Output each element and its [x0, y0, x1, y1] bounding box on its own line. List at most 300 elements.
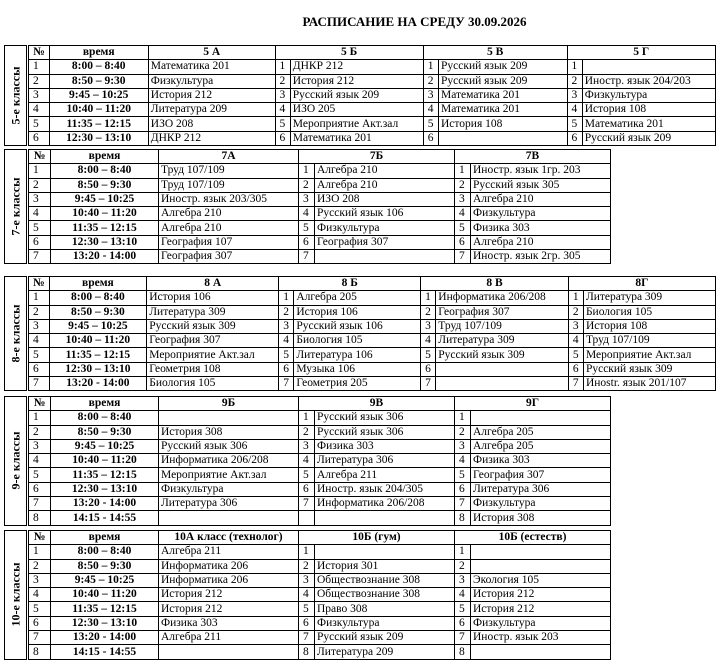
lesson-number: 3 [29, 88, 50, 102]
time-header: время [49, 277, 147, 291]
lesson-number: 6 [455, 616, 471, 630]
class-header: 8Г [568, 277, 715, 291]
class-block [4, 149, 716, 264]
table-row [29, 178, 611, 192]
subject-cell: Литература 309 [436, 334, 569, 348]
table-row [29, 631, 611, 645]
subject-cell: Русский язык 209 [439, 60, 568, 74]
class-header: 5 Б [275, 46, 423, 60]
lesson-number: 2 [299, 425, 315, 439]
subject-cell: Иностр. язык 204/305 [315, 482, 455, 496]
time-header: время [51, 397, 159, 411]
lesson-number: 6 [568, 362, 583, 376]
lesson-time: 9:45 – 10:25 [51, 573, 159, 587]
lesson-time: 13:20 - 14:00 [51, 631, 159, 645]
class-header: 9Б [159, 397, 299, 411]
class-block [4, 530, 716, 660]
lesson-time: 8:00 – 8:40 [51, 545, 159, 559]
subject-cell: Физика 303 [471, 454, 611, 468]
class-header: 10Б (естеств) [455, 531, 611, 545]
schedule-table [28, 530, 611, 660]
page-title: РАСПИСАНИЕ НА СРЕДУ 30.09.2026 [302, 14, 527, 29]
class-block [4, 276, 716, 391]
lesson-number: 6 [29, 616, 51, 630]
lesson-number: 6 [299, 235, 315, 249]
lesson-number: 2 [29, 559, 51, 573]
class-header: 9Г [455, 397, 611, 411]
subject-cell: Русский язык 209 [290, 88, 423, 102]
lesson-number: 5 [299, 468, 315, 482]
subject-cell: Экология 105 [471, 573, 611, 587]
schedule-table [28, 276, 716, 391]
subject-cell: Обществознание 308 [315, 573, 455, 587]
subject-cell: Физкультура [471, 616, 611, 630]
subject-cell: ДНКР 212 [148, 131, 275, 145]
subject-cell: Русский язык 209 [439, 74, 568, 88]
lesson-number: 4 [29, 334, 50, 348]
lesson-number: 5 [299, 221, 315, 235]
subject-cell: Труд 107/109 [436, 319, 569, 333]
subject-cell: История 212 [159, 588, 299, 602]
number-header: № [29, 46, 50, 60]
subject-cell: История 108 [583, 319, 715, 333]
lesson-number: 1 [455, 411, 471, 425]
lesson-number: 4 [275, 103, 290, 117]
lesson-time: 11:35 – 12:15 [51, 221, 159, 235]
lesson-number: 4 [299, 207, 315, 221]
lesson-number: 2 [455, 425, 471, 439]
subject-cell: География 307 [471, 468, 611, 482]
lesson-time: 9:45 – 10:25 [49, 319, 147, 333]
lesson-number: 7 [279, 377, 294, 391]
subject-cell: Русский язык 306 [315, 425, 455, 439]
class-header: 7В [455, 150, 611, 164]
header-row [29, 531, 611, 545]
lesson-number: 3 [299, 573, 315, 587]
table-row [29, 511, 611, 525]
lesson-time: 10:40 – 11:20 [51, 207, 159, 221]
subject-cell: История 308 [159, 425, 299, 439]
subject-cell: Алгебра 205 [471, 425, 611, 439]
subject-cell: Информатика 206 [159, 573, 299, 587]
lesson-number: 7 [568, 377, 583, 391]
subject-cell: Алгебра 210 [471, 192, 611, 206]
lesson-number: 5 [29, 117, 50, 131]
subject-cell: Биология 105 [583, 305, 715, 319]
lesson-number: 1 [299, 411, 315, 425]
table-row [29, 117, 716, 131]
lesson-number: 4 [299, 454, 315, 468]
lesson-time: 9:45 – 10:25 [49, 88, 148, 102]
table-row [29, 291, 716, 305]
lesson-number: 6 [279, 362, 294, 376]
lesson-number: 3 [299, 192, 315, 206]
subject-cell: Литература 309 [583, 291, 715, 305]
subject-cell: Физика 303 [159, 616, 299, 630]
subject-cell [471, 559, 611, 573]
lesson-time: 11:35 – 12:15 [49, 117, 148, 131]
subject-cell: Алгебра 211 [159, 631, 299, 645]
table-row [29, 88, 716, 102]
table-row [29, 207, 611, 221]
lesson-number: 6 [275, 131, 290, 145]
subject-cell: Алгебра 210 [315, 164, 455, 178]
lesson-number: 1 [455, 545, 471, 559]
grade-label-text: 8-е классы [8, 304, 22, 363]
lesson-number: 5 [29, 221, 51, 235]
class-header: 10А класс (технолог) [159, 531, 299, 545]
grade-label-text: 10-е классы [8, 562, 22, 627]
subject-cell: География 307 [159, 250, 299, 264]
lesson-number: 5 [455, 468, 471, 482]
subject-cell: Физкультура [148, 74, 275, 88]
subject-cell: Музыка 106 [294, 362, 421, 376]
subject-cell: Русский язык 106 [315, 207, 455, 221]
class-header: 5 А [148, 46, 275, 60]
lesson-number: 2 [279, 305, 294, 319]
number-header: № [29, 397, 51, 411]
subject-cell: Физика 303 [471, 221, 611, 235]
lesson-number: 7 [29, 497, 51, 511]
header-row [29, 277, 716, 291]
lesson-time: 12:30 – 13:10 [51, 235, 159, 249]
subject-cell [439, 131, 568, 145]
subject-cell: Иностр. язык 204/203 [582, 74, 715, 88]
lesson-number: 2 [568, 305, 583, 319]
lesson-time: 14:15 - 14:55 [51, 511, 159, 525]
subject-cell: История 106 [147, 291, 279, 305]
subject-cell: Иностр. язык 2гр. 305 [471, 250, 611, 264]
lesson-time: 11:35 – 12:15 [49, 348, 147, 362]
subject-cell: Литература 209 [148, 103, 275, 117]
subject-cell: Инostr. язык 201/107 [583, 377, 715, 391]
table-row [29, 559, 611, 573]
subject-cell: Русский язык 209 [315, 631, 455, 645]
grade-label-text: 9-е классы [8, 431, 22, 490]
subject-cell: Литература 306 [315, 454, 455, 468]
subject-cell: Алгебра 211 [159, 545, 299, 559]
lesson-number: 4 [29, 588, 51, 602]
lesson-time: 13:20 - 14:00 [49, 377, 147, 391]
lesson-number: 5 [279, 348, 294, 362]
subject-cell: География 307 [315, 235, 455, 249]
table-row [29, 221, 611, 235]
subject-cell: Алгебра 210 [315, 178, 455, 192]
table-row [29, 645, 611, 659]
table-row [29, 362, 716, 376]
subject-cell: Литература 309 [147, 305, 279, 319]
lesson-number: 6 [29, 482, 51, 496]
lesson-number: 2 [455, 559, 471, 573]
lesson-number: 3 [455, 573, 471, 587]
lesson-number: 5 [29, 468, 51, 482]
subject-cell: Русский язык 305 [471, 178, 611, 192]
lesson-number: 5 [455, 602, 471, 616]
subject-cell: История 212 [471, 588, 611, 602]
subject-cell: Физкультура [315, 221, 455, 235]
subject-cell: Труд 107/109 [583, 334, 715, 348]
subject-cell: Физкультура [159, 482, 299, 496]
table-row [29, 411, 611, 425]
lesson-time: 8:00 – 8:40 [49, 60, 148, 74]
class-header: 8 А [147, 277, 279, 291]
subject-cell: География 307 [147, 334, 279, 348]
table-row [29, 588, 611, 602]
lesson-number: 3 [568, 319, 583, 333]
subject-cell: Информатика 206 [159, 559, 299, 573]
lesson-number: 1 [275, 60, 290, 74]
number-header: № [29, 277, 50, 291]
class-header: 7А [159, 150, 299, 164]
subject-cell: История 106 [294, 305, 421, 319]
table-row [29, 497, 611, 511]
lesson-time: 9:45 – 10:25 [51, 192, 159, 206]
subject-cell: История 212 [159, 602, 299, 616]
subject-cell: Физкультура [582, 88, 715, 102]
lesson-time: 12:30 – 13:10 [49, 131, 148, 145]
table-row [29, 545, 611, 559]
lesson-number: 3 [29, 439, 51, 453]
subject-cell: Геометрия 108 [147, 362, 279, 376]
lesson-number: 2 [299, 559, 315, 573]
table-row [29, 60, 716, 74]
subject-cell: Физкультура [471, 207, 611, 221]
subject-cell: Иностр. язык 203/305 [159, 192, 299, 206]
lesson-number: 1 [299, 545, 315, 559]
lesson-time: 12:30 – 13:10 [49, 362, 147, 376]
class-block [4, 396, 716, 526]
lesson-number: 3 [567, 88, 582, 102]
header-row [29, 397, 611, 411]
subject-cell: ДНКР 212 [290, 60, 423, 74]
class-header: 5 Г [567, 46, 715, 60]
lesson-number: 1 [423, 60, 438, 74]
lesson-time: 8:50 – 9:30 [49, 74, 148, 88]
subject-cell: История 108 [439, 117, 568, 131]
lesson-number: 4 [29, 454, 51, 468]
lesson-number: 6 [29, 362, 50, 376]
lesson-number: 1 [29, 411, 51, 425]
lesson-time: 12:30 – 13:10 [51, 482, 159, 496]
subject-cell: Информатика 206/208 [315, 497, 455, 511]
subject-cell [159, 511, 299, 525]
lesson-number: 2 [421, 305, 436, 319]
grade-label-text: 5-е классы [8, 66, 22, 125]
subject-cell: Математика 201 [582, 117, 715, 131]
subject-cell: Математика 201 [148, 60, 275, 74]
lesson-number: 6 [455, 482, 471, 496]
lesson-number: 3 [421, 319, 436, 333]
class-header: 8 Б [279, 277, 421, 291]
lesson-number: 7 [299, 497, 315, 511]
subject-cell: История 308 [471, 511, 611, 525]
subject-cell: Алгебра 205 [294, 291, 421, 305]
table-row [29, 377, 716, 391]
lesson-number [299, 511, 315, 525]
subject-cell: Математика 201 [439, 88, 568, 102]
subject-cell [436, 377, 569, 391]
table-row [29, 250, 611, 264]
lesson-time: 13:20 - 14:00 [51, 250, 159, 264]
subject-cell: Алгебра 210 [159, 221, 299, 235]
subject-cell: ИЗО 205 [290, 103, 423, 117]
lesson-number: 4 [299, 588, 315, 602]
number-header: № [29, 150, 51, 164]
lesson-number: 1 [299, 164, 315, 178]
lesson-number: 6 [421, 362, 436, 376]
lesson-number: 6 [423, 131, 438, 145]
lesson-number: 2 [29, 425, 51, 439]
subject-cell: ИЗО 208 [315, 192, 455, 206]
lesson-number: 6 [29, 235, 51, 249]
schedule-table [28, 149, 611, 264]
lesson-number: 3 [455, 439, 471, 453]
lesson-number: 5 [29, 602, 51, 616]
lesson-time: 14:15 - 14:55 [51, 645, 159, 659]
lesson-number: 3 [279, 319, 294, 333]
lesson-time: 9:45 – 10:25 [51, 439, 159, 453]
lesson-number: 3 [423, 88, 438, 102]
table-row [29, 334, 716, 348]
subject-cell: Обществознание 308 [315, 588, 455, 602]
subject-cell: Мероприятие Акт.зал [147, 348, 279, 362]
subject-cell: История 301 [315, 559, 455, 573]
grade-label [4, 530, 27, 660]
lesson-number: 4 [29, 207, 51, 221]
table-row [29, 454, 611, 468]
lesson-number: 4 [279, 334, 294, 348]
table-row [29, 602, 611, 616]
class-header: 7Б [299, 150, 455, 164]
subject-cell: История 212 [471, 602, 611, 616]
lesson-number: 8 [455, 511, 471, 525]
lesson-number: 1 [567, 60, 582, 74]
subject-cell: Мероприятие Акт.зал [583, 348, 715, 362]
subject-cell: Геометрия 205 [294, 377, 421, 391]
subject-cell: Литература 306 [471, 482, 611, 496]
subject-cell: Информатика 206/208 [159, 454, 299, 468]
header-row [29, 46, 716, 60]
lesson-number: 3 [29, 573, 51, 587]
lesson-number: 1 [29, 291, 50, 305]
subject-cell: Русский язык 106 [294, 319, 421, 333]
lesson-number: 1 [29, 164, 51, 178]
lesson-number: 8 [299, 645, 315, 659]
lesson-number: 4 [423, 103, 438, 117]
subject-cell [471, 411, 611, 425]
subject-cell: Алгебра 205 [471, 439, 611, 453]
lesson-time: 8:00 – 8:40 [51, 411, 159, 425]
schedule-table [28, 396, 611, 526]
table-row [29, 235, 611, 249]
lesson-number: 7 [455, 631, 471, 645]
subject-cell: Математика 201 [290, 131, 423, 145]
subject-cell: История 212 [148, 88, 275, 102]
lesson-number: 2 [29, 178, 51, 192]
subject-cell: Русский язык 309 [436, 348, 569, 362]
lesson-number: 5 [299, 602, 315, 616]
lesson-number: 7 [29, 250, 51, 264]
subject-cell: Физкультура [315, 616, 455, 630]
lesson-number: 7 [29, 377, 50, 391]
lesson-number: 7 [299, 631, 315, 645]
lesson-number: 8 [455, 645, 471, 659]
lesson-number: 5 [29, 348, 50, 362]
subject-cell: Информатика 206/208 [436, 291, 569, 305]
table-row [29, 74, 716, 88]
subject-cell [436, 362, 569, 376]
subject-cell: История 212 [290, 74, 423, 88]
lesson-time: 10:40 – 11:20 [49, 103, 148, 117]
lesson-number: 8 [29, 511, 51, 525]
time-header: время [51, 531, 159, 545]
subject-cell: Алгебра 210 [471, 235, 611, 249]
subject-cell [315, 250, 455, 264]
subject-cell: Алгебра 210 [159, 207, 299, 221]
subject-cell: Литература 106 [294, 348, 421, 362]
subject-cell: Физкультура [471, 497, 611, 511]
subject-cell: Биология 105 [294, 334, 421, 348]
grade-label [4, 396, 27, 526]
table-row [29, 482, 611, 496]
lesson-time: 10:40 – 11:20 [49, 334, 147, 348]
lesson-time: 11:35 – 12:15 [51, 602, 159, 616]
lesson-time: 8:50 – 9:30 [51, 559, 159, 573]
lesson-number: 2 [29, 305, 50, 319]
lesson-number: 1 [279, 291, 294, 305]
lesson-number: 6 [567, 131, 582, 145]
subject-cell: Литература 306 [159, 497, 299, 511]
lesson-number: 1 [455, 164, 471, 178]
lesson-time: 8:50 – 9:30 [51, 425, 159, 439]
subject-cell: География 307 [436, 305, 569, 319]
time-header: время [51, 150, 159, 164]
lesson-number: 5 [455, 221, 471, 235]
lesson-time: 8:50 – 9:30 [51, 178, 159, 192]
class-block [4, 45, 716, 146]
class-header: 10Б (гум) [299, 531, 455, 545]
subject-cell: Литература 209 [315, 645, 455, 659]
subject-cell: История 108 [582, 103, 715, 117]
lesson-number: 6 [299, 616, 315, 630]
lesson-number: 6 [455, 235, 471, 249]
subject-cell: Физика 303 [315, 439, 455, 453]
lesson-number: 5 [423, 117, 438, 131]
class-header: 8 В [421, 277, 569, 291]
subject-cell [159, 411, 299, 425]
lesson-time: 10:40 – 11:20 [51, 588, 159, 602]
table-row [29, 468, 611, 482]
lesson-time: 8:00 – 8:40 [49, 291, 147, 305]
lesson-number: 2 [567, 74, 582, 88]
lesson-number: 3 [29, 319, 50, 333]
number-header: № [29, 531, 51, 545]
lesson-number: 7 [455, 250, 471, 264]
lesson-number: 7 [455, 497, 471, 511]
lesson-number: 5 [567, 117, 582, 131]
lesson-number: 6 [299, 482, 315, 496]
subject-cell: Труд 107/109 [159, 164, 299, 178]
lesson-number: 2 [423, 74, 438, 88]
table-row [29, 192, 611, 206]
lesson-number: 3 [455, 192, 471, 206]
header-row [29, 150, 611, 164]
lesson-number: 5 [568, 348, 583, 362]
table-row [29, 573, 611, 587]
lesson-number: 2 [275, 74, 290, 88]
lesson-time: 8:50 – 9:30 [49, 305, 147, 319]
subject-cell: Алгебра 211 [315, 468, 455, 482]
